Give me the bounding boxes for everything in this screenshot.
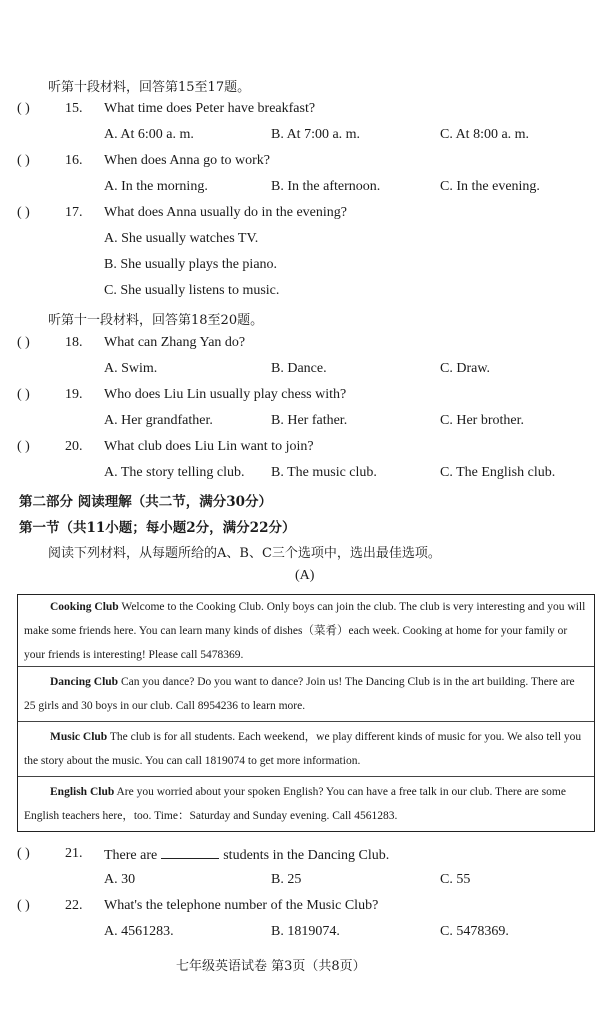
- club-name: Cooking Club: [50, 601, 119, 613]
- club-text: The club is for all students. Each weekend，we play different kinds of music for you. We also tell you the story about the music. You can call 1819074 to get more information.: [24, 731, 582, 767]
- page-footer: 七年级英语试卷 第3页（共8页）: [176, 959, 366, 974]
- question-number: 18.: [65, 335, 83, 350]
- part-heading: 第二部分 阅读理解（共二节，满分30分）: [19, 494, 272, 510]
- answer-paren[interactable]: ( ): [17, 387, 30, 402]
- option-c: C. Draw.: [440, 361, 491, 376]
- question-text: When does Anna go to work?: [104, 153, 271, 168]
- option-b: B. 1819074.: [271, 924, 340, 939]
- question-text: Who does Liu Lin usually play chess with?: [104, 387, 347, 402]
- option-b: B. 25: [271, 872, 302, 887]
- question-text: What time does Peter have breakfast?: [104, 101, 316, 116]
- question-number: 15.: [65, 101, 83, 116]
- passage-box: [17, 594, 595, 832]
- question-number: 22.: [65, 898, 83, 913]
- question-number: 20.: [65, 439, 83, 454]
- passage-label: (A): [295, 568, 315, 583]
- answer-blank: [161, 846, 219, 859]
- club-name: Dancing Club: [50, 676, 119, 688]
- question-text: What club does Liu Lin want to join?: [104, 439, 314, 454]
- option-b: B. The music club.: [271, 465, 377, 480]
- option-a: A. Her grandfather.: [104, 413, 213, 428]
- answer-paren[interactable]: ( ): [17, 439, 30, 454]
- club-name: English Club: [50, 786, 115, 798]
- option-a: A. In the morning.: [104, 179, 208, 194]
- option-a: A. She usually watches TV.: [104, 231, 259, 246]
- instructions: 阅读下列材料，从每题所给的A、B、C三个选项中，选出最佳选项。: [48, 546, 441, 561]
- question-text: [104, 846, 389, 864]
- section-intro: 听第十段材料，回答第15至17题。: [48, 80, 251, 95]
- option-c: C. At 8:00 a. m.: [440, 127, 530, 142]
- option-b: B. Dance.: [271, 361, 327, 376]
- option-c: C. The English club.: [440, 465, 556, 480]
- option-a: A. Swim.: [104, 361, 158, 376]
- option-c: C. 55: [440, 872, 471, 887]
- club-music: [18, 722, 594, 777]
- club-name: Music Club: [50, 731, 108, 743]
- answer-paren[interactable]: ( ): [17, 898, 30, 913]
- question-text: What does Anna usually do in the evening?: [104, 205, 347, 220]
- club-text: Are you worried about your spoken English? You can have a free talk in our club. There are some English teachers here，too. Time：Saturday and Sunday evening. Call 4561283.: [24, 786, 566, 822]
- club-dancing: [18, 667, 594, 722]
- section-intro: 听第十一段材料，回答第18至20题。: [48, 313, 264, 328]
- club-english: [18, 777, 594, 831]
- option-a: A. 30: [104, 872, 136, 887]
- option-b: B. At 7:00 a. m.: [271, 127, 361, 142]
- question-text-after: students in the Dancing Club.: [223, 848, 390, 863]
- option-a: A. 4561283.: [104, 924, 174, 939]
- question-number: 19.: [65, 387, 83, 402]
- question-number: 16.: [65, 153, 83, 168]
- question-text: What's the telephone number of the Music Club?: [104, 898, 379, 913]
- option-b: B. Her father.: [271, 413, 348, 428]
- option-c: C. She usually listens to music.: [104, 283, 280, 298]
- answer-paren[interactable]: ( ): [17, 205, 30, 220]
- club-text: Can you dance? Do you want to dance? Join us! The Dancing Club is in the art building. There are 25 girls and 30 boys in our club. Call 8954236 to learn more.: [24, 676, 575, 712]
- section-heading: 第一节（共11小题；每小题2分，满分22分）: [19, 520, 296, 536]
- option-c: C. 5478369.: [440, 924, 509, 939]
- option-a: A. The story telling club.: [104, 465, 245, 480]
- answer-paren[interactable]: ( ): [17, 335, 30, 350]
- option-c: C. Her brother.: [440, 413, 524, 428]
- club-text: Welcome to the Cooking Club. Only boys can join the club. The club is very interesting and you will make some friends here. You can learn many kinds of dishes（菜肴）each week. Cooking at home for your family or your friends is interesting! Please call 5478369.: [24, 601, 586, 661]
- option-a: A. At 6:00 a. m.: [104, 127, 194, 142]
- question-text: What can Zhang Yan do?: [104, 335, 246, 350]
- question-text-before: There are: [104, 848, 158, 863]
- option-c: C. In the evening.: [440, 179, 540, 194]
- club-cooking: [18, 595, 594, 667]
- option-b: B. She usually plays the piano.: [104, 257, 278, 272]
- question-number: 17.: [65, 205, 83, 220]
- option-b: B. In the afternoon.: [271, 179, 381, 194]
- answer-paren[interactable]: ( ): [17, 153, 30, 168]
- answer-paren[interactable]: ( ): [17, 101, 30, 116]
- question-number: 21.: [65, 846, 83, 861]
- answer-paren[interactable]: ( ): [17, 846, 30, 861]
